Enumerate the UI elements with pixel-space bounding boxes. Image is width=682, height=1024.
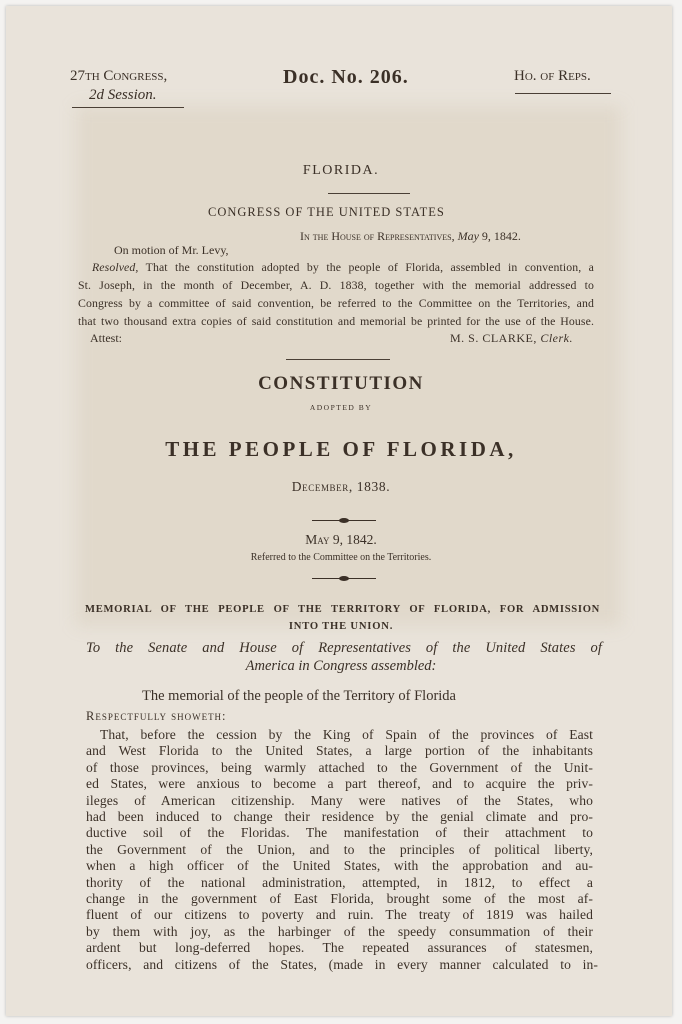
memorial-heading: MEMORIAL OF THE PEOPLE OF THE TERRITORY OF FLORIDA, FOR ADMISSION xyxy=(85,604,600,615)
doc-number: Doc. No. 206. xyxy=(283,66,409,88)
resolved-line: St. Joseph, in the month of December, A. D. 1838, together with the memorial addressed to xyxy=(78,278,594,292)
resolved-text: That the constitution adopted by the people of Florida, assembled in convention, a xyxy=(145,260,594,274)
body-line: the Government of the Union, and to the principles of political liberty, xyxy=(86,841,593,857)
body-line: That, before the cession by the King of Spain of the provinces of East xyxy=(100,727,593,742)
ornament-divider xyxy=(312,578,376,579)
december-date: December, 1838. xyxy=(291,479,391,494)
house-date-line xyxy=(300,229,521,244)
body-line: fluent of our citizens to poverty and ruin. The treaty of 1819 was hailed xyxy=(86,907,593,923)
people-of-florida-title: THE PEOPLE OF FLORIDA, xyxy=(165,437,517,461)
florida-title: FLORIDA. xyxy=(302,163,380,178)
section-rule xyxy=(286,359,390,360)
adopted-by-label: ADOPTED BY xyxy=(309,403,373,412)
header-rule-left xyxy=(72,107,184,108)
body-line: ed States, were anxious to become a part thereof, and to acquire the priv- xyxy=(86,776,593,792)
body-line: ductive soil of the Floridas. The manifestation of their attachment to xyxy=(86,825,593,841)
body-line: by them with joy, as the harbinger of the speedy consummation of their xyxy=(86,923,593,939)
body-line: and West Florida to the United States, a large portion of the inhabitants xyxy=(86,743,593,759)
house-name: In the House of Representatives, xyxy=(300,229,455,243)
referral-date: May 9, 1842. xyxy=(305,532,377,547)
title-rule xyxy=(328,193,410,194)
header-rule-right xyxy=(515,93,611,94)
body-line: change in the government of East Florida, brought some of the most af- xyxy=(86,891,593,906)
body-line: of those provinces, being warmly attached to the Government of the Unit- xyxy=(86,759,593,775)
constitution-title: CONSTITUTION xyxy=(258,373,424,394)
body-line: had been induced to change their residence by the genial climate and pro- xyxy=(86,809,593,824)
house-label: Ho. of Reps. xyxy=(514,68,591,84)
session-label: 2d Session. xyxy=(89,87,157,103)
body-line: ileges of American citizenship. Many were natives of the States, who xyxy=(86,792,593,808)
body-line: thority of the national administration, attempted, in 1812, to effect a xyxy=(86,874,593,890)
body-line: when a high officer of the United States, with the approbation and au- xyxy=(86,858,593,874)
resolved-word: Resolved, xyxy=(92,260,139,274)
congress-label: 27th Congress, xyxy=(70,68,168,84)
address-line: America in Congress assembled: xyxy=(245,658,437,674)
motion-text: On motion of Mr. Levy, xyxy=(114,243,229,257)
ornament-divider xyxy=(312,520,376,521)
day-year: 9, 1842. xyxy=(481,229,521,243)
resolved-line: that two thousand extra copies of said constitution and memorial be printed for the use of the House. xyxy=(78,314,594,328)
clerk-signature xyxy=(450,331,573,346)
body-line: officers, and citizens of the States, (made in every manner calculated to in- xyxy=(86,956,598,972)
clerk-name: M. S. CLARKE, xyxy=(450,331,537,345)
memorial-heading-cont: INTO THE UNION. xyxy=(288,621,394,632)
congress-heading: CONGRESS OF THE UNITED STATES xyxy=(208,205,445,219)
resolved-line xyxy=(92,260,594,275)
memorial-intro: The memorial of the people of the Territory of Florida xyxy=(142,688,456,704)
attest-label: Attest: xyxy=(90,331,122,345)
referral-note: Referred to the Committee on the Territories. xyxy=(250,552,432,563)
body-line: ardent but long-deferred hopes. The repeated assurances of statesmen, xyxy=(86,940,593,956)
clerk-title: Clerk. xyxy=(540,331,574,345)
month: May xyxy=(457,229,479,243)
address-line: To the Senate and House of Representatives of the United States of xyxy=(86,640,602,656)
respectfully-showeth: Respectfully showeth: xyxy=(86,709,227,723)
resolved-line: Congress by a committee of said convention, be referred to the Committee on the Territories, and xyxy=(78,296,594,310)
